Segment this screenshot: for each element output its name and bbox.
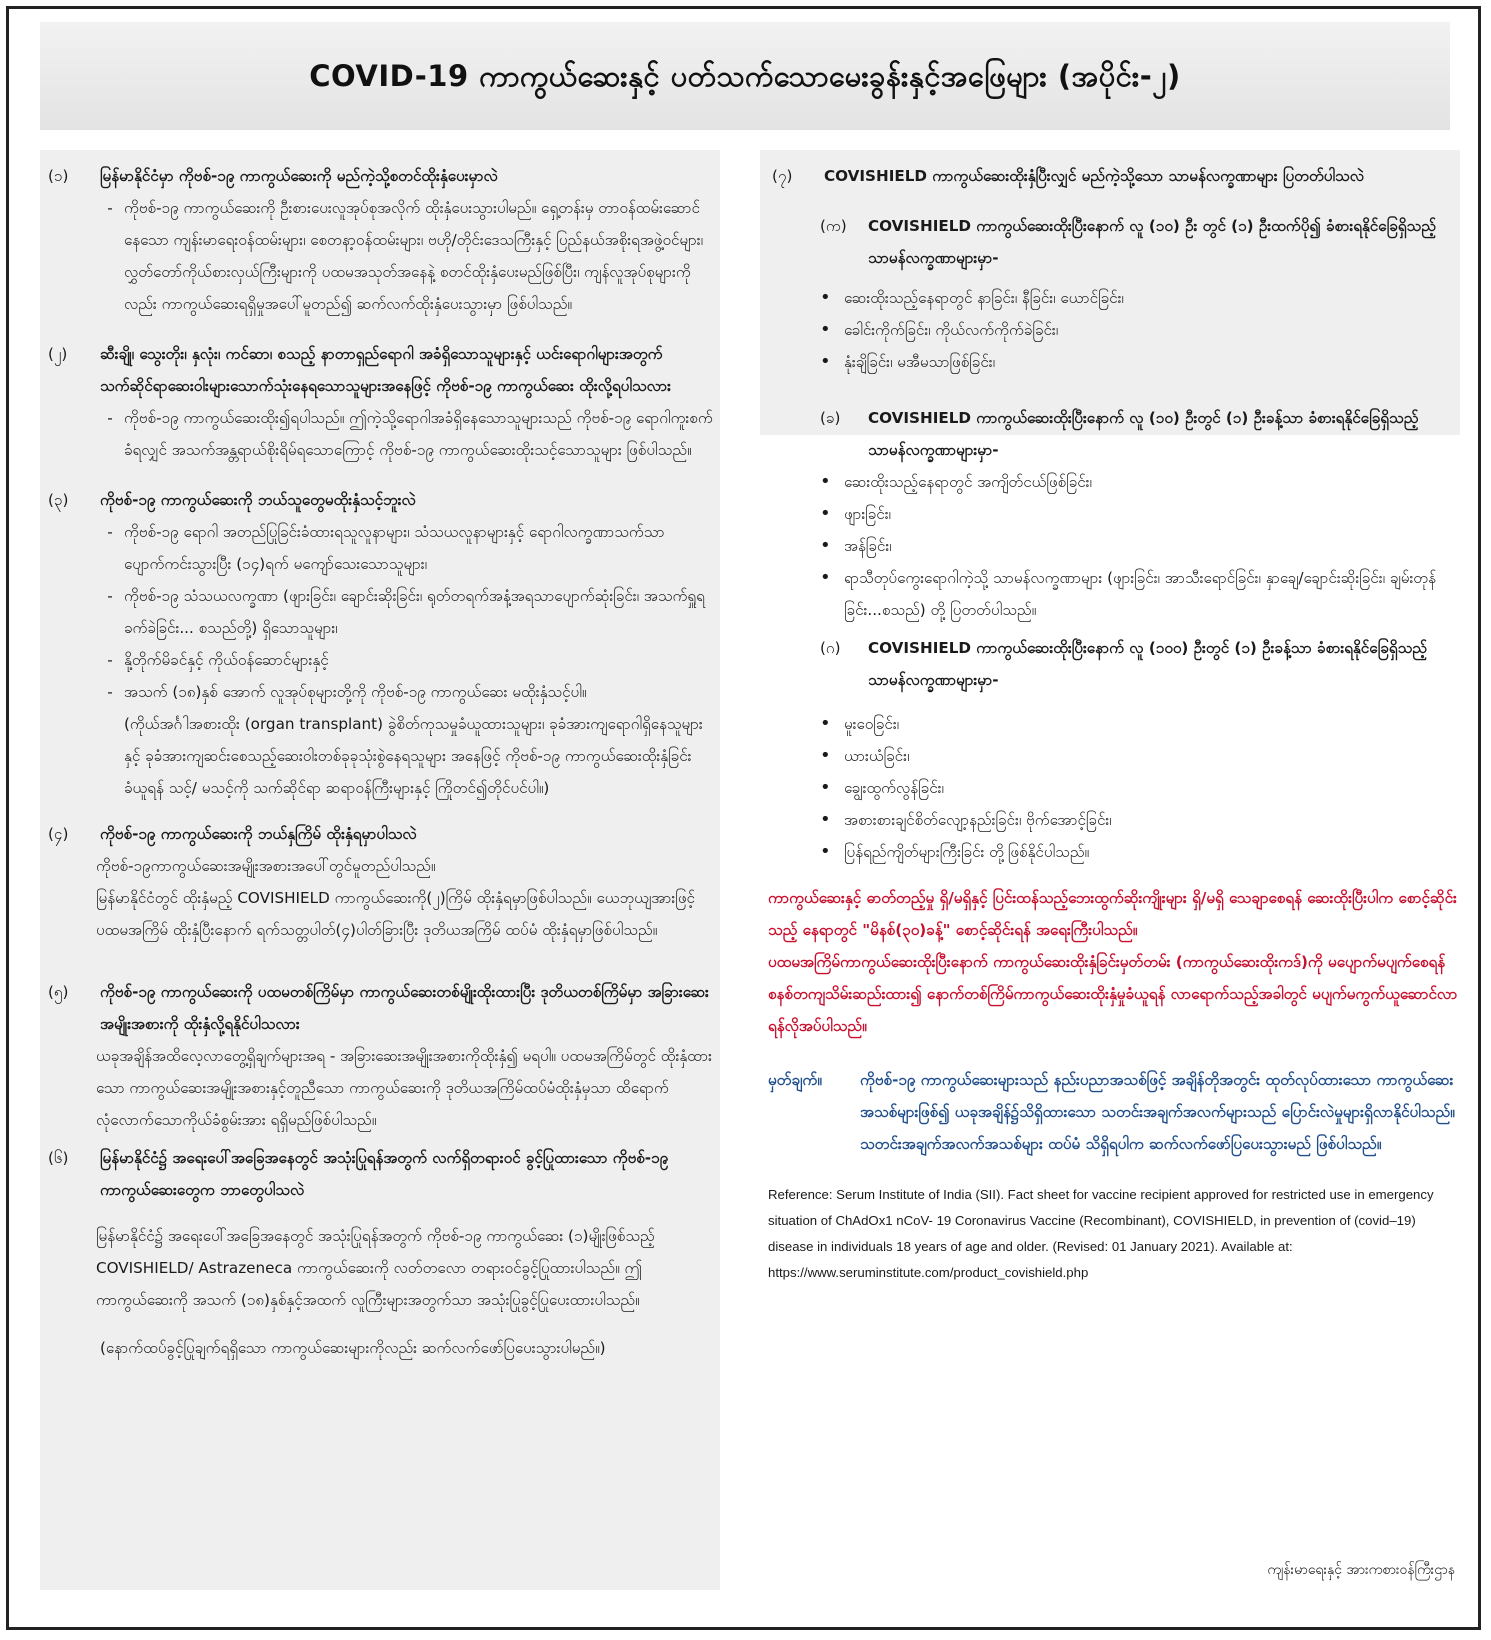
answer-text: ကိုဗစ်-၁၉ ရောဂါ အတည်ပြုခြင်းခံထားရသူလူနာများ၊ သံသယလူနာများနှင့် ရောဂါလက္ခဏာသက်သာပျောက်ကင်းသွားပြီး (၁၄)ရက် မကျော်သေးသောသူများ၊ [124, 523, 665, 573]
list-item-text: ဖျားခြင်း၊ [844, 505, 891, 523]
bullet-marker: • [820, 777, 831, 798]
list-item [768, 836, 1458, 868]
right-column [768, 160, 1458, 1286]
list-item [768, 498, 1458, 530]
list-item-text: အန်ခြင်း၊ [844, 537, 892, 555]
subsection-ga [768, 632, 1458, 696]
question-number: (၇) [772, 167, 793, 185]
answer-3-item [44, 676, 714, 708]
list-item [768, 562, 1458, 626]
question-number: (၁) [48, 167, 69, 185]
bullet-marker: • [820, 535, 831, 556]
answer-4-line: မြန်မာနိုင်ငံတွင် ထိုးနှံမည့် COVISHIELD ကာကွယ်ဆေးကို(၂)ကြိမ် ထိုးနှံရမှာဖြစ်ပါသည်။ ယေဘုယျအားဖြင့် ပထမအကြိမ် ထိုးနှံပြီးနောက် ရက်သတ္တပါတ်(၄)ပါတ်ခြားပြီး ဒုတိယအကြိမ် ထပ်မံ ထိုးနှံရမှာဖြစ်ပါသည်။ [96, 889, 695, 939]
question-text: ကိုဗစ်-၁၉ ကာကွယ်ဆေးကို ဘယ်နှကြိမ် ထိုးနှံရမှာပါသလဲ [100, 825, 417, 843]
dash-marker: - [107, 523, 113, 541]
bullet-marker: • [820, 287, 831, 308]
dash-marker: - [107, 683, 113, 701]
list-item [768, 346, 1458, 378]
list-item-text: ပြန်ရည်ကျိတ်များကြီးခြင်း တို့ဖြစ်နိုင်ပါသည်။ [844, 843, 1090, 861]
bullet-marker: • [820, 471, 831, 492]
bullet-marker: • [820, 745, 831, 766]
question-text: ကိုဗစ်-၁၉ ကာကွယ်ဆေးကို ဘယ်သူတွေမထိုးနှံသင့်ဘူးလဲ [100, 491, 416, 509]
subsection-heading: COVISHIELD ကာကွယ်ဆေးထိုးပြီးနောက် လူ (၁၀) ဦး တွင် (၁) ဦးထက်ပို၍ ခံစားရနိုင်ခြေရှိသည့် သာမန်လက္ခဏာများမှာ- [868, 217, 1436, 267]
question-text: မြန်မာနိုင်ငံ၌ အရေးပေါ်အခြေအနေတွင် အသုံးပြုရန်အတွက် လက်ရှိတရားဝင် ခွင့်ပြုထားသော ကိုဗစ်-၁၉ ကာကွယ်ဆေးတွေက ဘာတွေပါသလဲ [100, 1149, 669, 1199]
question-number: (၅) [48, 983, 69, 1001]
answer-3-item [44, 580, 714, 644]
list-item-text: ယားယံခြင်း၊ [844, 747, 910, 765]
answer-text: နို့တိုက်မိခင်နှင့် ကိုယ်ဝန်ဆောင်များနှင့် [124, 651, 329, 669]
answer-text: အသက် (၁၈)နှစ် အောက် လူအုပ်စုများတို့ကို ကိုဗစ်-၁၉ ကာကွယ်ဆေး မထိုးနှံသင့်ပါ။ [124, 683, 587, 701]
question-number: (၂) [48, 345, 68, 363]
question-6 [44, 1142, 714, 1206]
list-item-text: နုံးချိခြင်း၊ မအီမသာဖြစ်ခြင်း၊ [844, 353, 996, 371]
subsection-heading: COVISHIELD ကာကွယ်ဆေးထိုးပြီးနောက် လူ (၁၀၀) ဦးတွင် (၁) ဦးခန့်သာ ခံစားရနိုင်ခြေရှိသည့် သာမန်လက္ခဏာများမှာ- [868, 639, 1427, 689]
question-number: (၃) [48, 491, 69, 509]
question-7 [768, 160, 1458, 192]
dash-marker: - [107, 651, 113, 669]
question-5 [44, 976, 714, 1040]
bullet-marker: • [820, 351, 831, 372]
answer-text: ကိုဗစ်-၁၉ ကာကွယ်ဆေးကို ဦးစားပေးလူအုပ်စုအလိုက် ထိုးနှံပေးသွားပါမည်။ ရှေ့တန်းမှ တာဝန်ထမ်းဆောင်နေသော ကျန်းမာရေးဝန်ထမ်းများ၊ စေတနာ့ဝန်ထမ်းများ၊ ဗဟို/တိုင်းဒေသကြီးနှင့် ပြည်နယ်အစိုးရအဖွဲ့ဝင်များ၊ လွှတ်တော်ကိုယ်စားလှယ်ကြီးများကို ပထမအသုတ်အနေနဲ့ စတင်ထိုးနှံပေးမည်ဖြစ်ပြီး၊ ကျန်လူအုပ်စုများကိုလည်း ကာကွယ်ဆေးရရှိမှုအပေါ်မူတည်၍ ဆက်လက်ထိုးနှံပေးသွားမှာ ဖြစ်ပါသည်။ [124, 199, 704, 313]
answer-6: မြန်မာနိုင်ငံ၌ အရေးပေါ်အခြေအနေတွင် အသုံးပြုရန်အတွက် ကိုဗစ်-၁၉ ကာကွယ်ဆေး (၁)မျိုးဖြစ်သည့် COVISHIELD/ Astrazeneca ကာကွယ်ဆေးကို လတ်တလော တရားဝင်ခွင့်ပြုထားပါသည်။ ဤကာကွယ်ဆေးကို အသက် (၁၈)နှစ်နှင့်အထက် လူကြီးများအတွက်သာ အသုံးပြုခွင့်ပြုပေးထားပါသည်။ [96, 1227, 655, 1309]
question-text: COVISHIELD ကာကွယ်ဆေးထိုးနှံပြီးလျှင် မည်ကဲ့သို့သော သာမန်လက္ခဏာများ ပြတတ်ပါသလဲ [824, 167, 1364, 185]
note-block [768, 1064, 1458, 1160]
list-item [768, 314, 1458, 346]
question-text: မြန်မာနိုင်ငံမှာ ကိုဗစ်-၁၉ ကာကွယ်ဆေးကို မည်ကဲ့သို့စတင်ထိုးနှံပေးမှာလဲ [100, 167, 498, 185]
subsection-ka [768, 210, 1458, 274]
list-item [768, 282, 1458, 314]
note-text: ကိုဗစ်-၁၉ ကာကွယ်ဆေးများသည် နည်းပညာအသစ်ဖြင့် အချိန်တိုအတွင်း ထုတ်လုပ်ထားသော ကာကွယ်ဆေးအသစ်များဖြစ်၍ ယခုအချိန်၌သိရှိထားသော သတင်းအချက်အလက်များသည် ပြောင်းလဲမှုများရှိလာနိုင်ပါသည်။ သတင်းအချက်အလက်အသစ်များ ထပ်မံ သိရှိရပါက ဆက်လက်ဖော်ပြပေးသွားမည် ဖြစ်ပါသည်။ [860, 1071, 1455, 1153]
question-text: ဆီးချို၊ သွေးတိုး၊ နှလုံး၊ ကင်ဆာ၊ စသည့် နာတာရှည်ရောဂါ အခံရှိသောသူများနှင့် ယင်းရောဂါများအတွက် သက်ဆိုင်ရာဆေးဝါးများသောက်သုံးနေရသောသူများအနေဖြင့် ကိုဗစ်-၁၉ ကာကွယ်ဆေး ထိုးလို့ရပါသလား [100, 345, 671, 395]
question-2 [44, 338, 714, 402]
answer-3-note: (ကိုယ်အင်္ဂါအစားထိုး (organ transplant) ခွဲစိတ်ကုသမှုခံယူထားသူများ၊ ခုခံအားကျရောဂါရှိနေသူများနှင့် ခုခံအားကျဆင်းစေသည့်ဆေးဝါးတစ်ခုခုသုံးစွဲနေရသူများ အနေဖြင့် ကိုဗစ်-၁၉ ကာကွယ်ဆေးထိုးနှံခြင်းခံယူရန် သင့်/ မသင့်ကို သက်ဆိုင်ရာ ဆရာဝန်ကြီးများနှင့် ကြိုတင်၍တိုင်ပင်ပါ။) [124, 715, 703, 797]
subsection-heading: COVISHIELD ကာကွယ်ဆေးထိုးပြီးနောက် လူ (၁၀) ဦးတွင် (၁) ဦးခန့်သာ ခံစားရနိုင်ခြေရှိသည့် သာမန်လက္ခဏာများမှာ- [868, 409, 1419, 459]
subsection-label: (က) [820, 217, 847, 235]
bullet-marker: • [820, 567, 831, 588]
list-item [768, 530, 1458, 562]
bullet-marker: • [820, 319, 831, 340]
bullet-marker: • [820, 841, 831, 862]
reference-text: Reference: Serum Institute of India (SII). Fact sheet for vaccine recipient approved for restricted use in emergency situation of ChAdOx1 nCoV- 19 Coronavirus Vaccine (Recombinant), COVISHIELD, in prevention of (covid–19) disease in individuals 18 years of age and older. (Revised: 01 January 2021). Available at: https://www.seruminstitute.com/product_covishield.php [768, 1187, 1434, 1280]
ministry-footer: ကျန်းမာရေးနှင့် အားကစားဝန်ကြီးဌာန [1267, 1562, 1455, 1578]
left-column [44, 160, 714, 1364]
answer-text: ကိုဗစ်-၁၉ သံသယလက္ခဏာ (ဖျားခြင်း၊ ချောင်းဆိုးခြင်း၊ ရုတ်တရက်အနံ့အရသာပျောက်ဆုံးခြင်း၊ အသက်ရှူရခက်ခဲခြင်း... စသည်တို့) ရှိသောသူများ၊ [124, 587, 705, 637]
dash-marker: - [107, 199, 113, 217]
bullet-marker: • [820, 713, 831, 734]
answer-2 [44, 402, 714, 466]
question-text: ကိုဗစ်-၁၉ ကာကွယ်ဆေးကို ပထမတစ်ကြိမ်မှာ ကာကွယ်ဆေးတစ်မျိုးထိုးထားပြီး ဒုတိယတစ်ကြိမ်မှာ အခြားဆေးအမျိုးအစားကို ထိုးနှံလို့ရနိုင်ပါသလား [100, 983, 709, 1033]
subsection-kha [768, 402, 1458, 466]
list-item [768, 708, 1458, 740]
question-number: (၄) [48, 825, 69, 843]
list-item-text: ဆေးထိုးသည့်နေရာတွင် နာခြင်း၊ နီခြင်း၊ ယောင်ခြင်း၊ [844, 289, 1124, 307]
answer-1 [44, 192, 714, 320]
list-item [768, 466, 1458, 498]
list-item [768, 804, 1458, 836]
list-item-text: ဆေးထိုးသည့်နေရာတွင် အကျိတ်ငယ်ဖြစ်ခြင်း၊ [844, 473, 1092, 491]
list-item [768, 740, 1458, 772]
question-4 [44, 818, 714, 850]
answer-3-item [44, 644, 714, 676]
page-title: COVID-19 ကာကွယ်ဆေးနှင့် ပတ်သက်သောမေးခွန်းနှင့်အဖြေများ (အပိုင်း-၂) [309, 59, 1181, 93]
bullet-marker: • [820, 809, 831, 830]
list-item [768, 772, 1458, 804]
answer-4-line: ကိုဗစ်-၁၉ကာကွယ်ဆေးအမျိုးအစားအပေါ်တွင်မူတည်ပါသည်။ [96, 857, 436, 875]
note-label: မှတ်ချက်။ [768, 1071, 822, 1089]
question-number: (၆) [48, 1149, 69, 1167]
warning-paragraph: ပထမအကြိမ်ကာကွယ်ဆေးထိုးပြီးနောက် ကာကွယ်ဆေးထိုးနှံခြင်းမှတ်တမ်း (ကာကွယ်ဆေးထိုးကဒ်)ကို မပျောက်မပျက်စေရန် စနစ်တကျသိမ်းဆည်းထား၍ နောက်တစ်ကြိမ်ကာကွယ်ဆေးထိုးနှံမှုခံယူရန် လာရောက်သည့်အခါတွင် မပျက်မကွက်ယူဆောင်လာရန်လိုအပ်ပါသည်။ [768, 953, 1458, 1035]
list-item-text: မူးဝေခြင်း၊ [844, 715, 900, 733]
answer-text: ကိုဗစ်-၁၉ ကာကွယ်ဆေးထိုး၍ရပါသည်။ ဤကဲ့သို့ရောဂါအခံရှိနေသောသူများသည် ကိုဗစ်-၁၉ ရောဂါကူးစက်ခံရလျှင် အသက်အန္တရာယ်စိုးရိမ်ရသောကြောင့် ကိုဗစ်-၁၉ ကာကွယ်ဆေးထိုးသင့်သောသူများ ဖြစ်ပါသည်။ [124, 409, 713, 459]
question-3 [44, 484, 714, 516]
answer-5: ယခုအချိန်အထိလေ့လာတွေ့ရှိချက်များအရ - အခြားဆေးအမျိုးအစားကိုထိုးနှံ၍ မရပါ။ ပထမအကြိမ်တွင် ထိုးနှံထားသော ကာကွယ်ဆေးအမျိုးအစားနှင့်တူညီသော ကာကွယ်ဆေးကို ဒုတိယအကြိမ်ထပ်မံထိုးနှံမှသာ ထိရောက်လုံလောက်သောကိုယ်ခံစွမ်းအား ရရှိမည်ဖြစ်ပါသည်။ [96, 1047, 712, 1129]
subsection-label: (ဂ) [820, 639, 841, 657]
dash-marker: - [107, 409, 113, 427]
question-1 [44, 160, 714, 192]
dash-marker: - [107, 587, 113, 605]
subsection-label: (ခ) [820, 409, 841, 427]
warning-paragraph: ကာကွယ်ဆေးနှင့် ဓာတ်တည့်မှု ရှိ/မရှိနှင့် ပြင်းထန်သည့်ဘေးထွက်ဆိုးကျိုးများ ရှိ/မရှိ သေချာစေရန် ဆေးထိုးပြီးပါက စောင့်ဆိုင်းသည့် နေရာတွင် "မိနစ်(၃၀)ခန့်" စောင့်ဆိုင်းရန် အရေးကြီးပါသည်။ [768, 889, 1457, 939]
bullet-marker: • [820, 503, 831, 524]
list-item-text: ချွေးထွက်လွန်ခြင်း၊ [844, 779, 944, 797]
answer-3-item [44, 516, 714, 580]
answer-6-footnote: (နောက်ထပ်ခွင့်ပြုချက်ရရှိသော ကာကွယ်ဆေးများကိုလည်း ဆက်လက်ဖော်ပြပေးသွားပါမည်။) [100, 1339, 606, 1357]
list-item-text: ခေါင်းကိုက်ခြင်း၊ ကိုယ်လက်ကိုက်ခဲခြင်း၊ [844, 321, 1059, 339]
list-item-text: အစားစားချင်စိတ်လျော့နည်းခြင်း၊ ဗိုက်အောင့်ခြင်း၊ [844, 811, 1112, 829]
list-item-text: ရာသီတုပ်ကွေးရောဂါကဲ့သို့ သာမန်လက္ခဏာများ (ဖျားခြင်း၊ အာသီးရောင်ခြင်း၊ နှာချေ/ချောင်းဆိုးခြင်း၊ ချမ်းတုန်ခြင်း...စသည်) တို့ ပြတတ်ပါသည်။ [844, 569, 1436, 619]
